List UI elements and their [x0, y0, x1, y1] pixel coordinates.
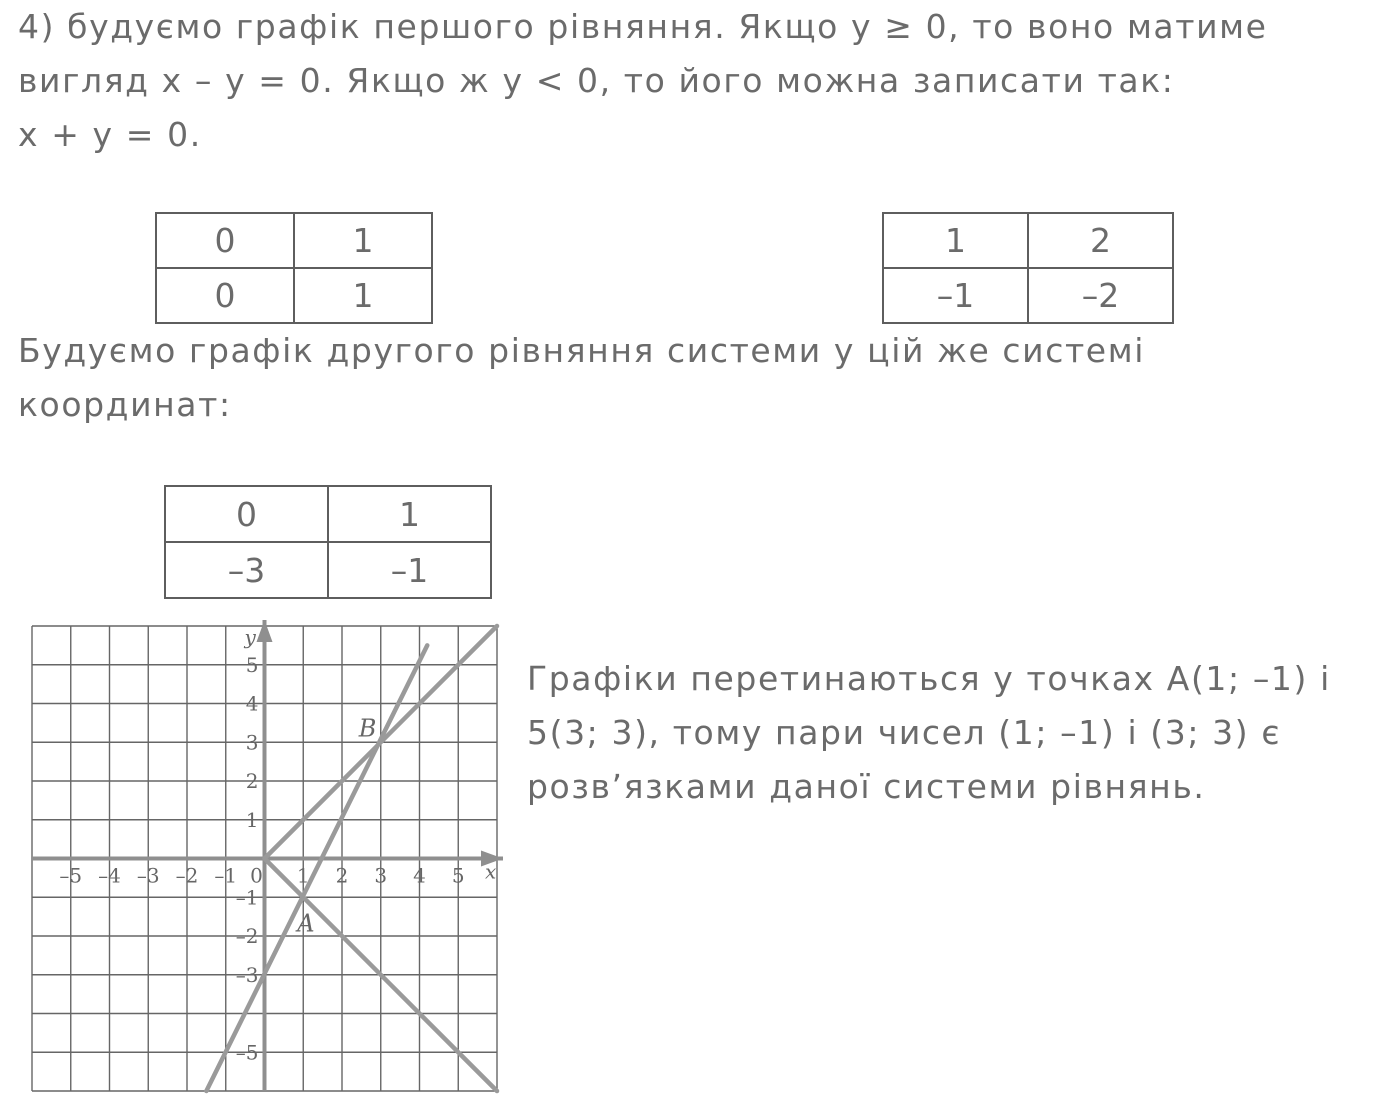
x-tick-label: 3	[374, 863, 388, 888]
table-row	[156, 213, 432, 268]
point-label-b: B	[358, 714, 377, 743]
x-tick-label: –4	[98, 863, 121, 888]
paragraph-2-line-2: координат:	[18, 385, 232, 424]
table-row	[883, 268, 1173, 323]
table-cell: 0	[156, 268, 294, 323]
table-row	[883, 213, 1173, 268]
graph-line-3	[206, 645, 427, 1091]
x-tick-label: 0	[250, 863, 263, 888]
y-tick-label: –1	[235, 885, 259, 910]
y-tick-label: –3	[235, 962, 259, 987]
table-cell: 0	[165, 486, 328, 542]
table-cell: –1	[883, 268, 1028, 323]
x-tick-label: 5	[451, 863, 465, 888]
table-cell: 0	[156, 213, 294, 268]
table-cell: 1	[883, 213, 1028, 268]
value-table-2	[882, 212, 1174, 324]
paragraph-2-line-1: Будуємо графік другого рівняння системи у цій же системі	[18, 331, 1145, 370]
x-axis-label: x	[485, 859, 497, 884]
value-table-3	[164, 485, 492, 599]
y-tick-label: 2	[245, 769, 259, 793]
x-tick-label: –5	[59, 863, 83, 888]
coordinate-graph	[0, 600, 520, 1100]
paragraph-2	[18, 324, 1145, 432]
x-tick-label: 1	[296, 863, 310, 888]
x-tick-label: 2	[335, 863, 349, 888]
point-label-a: A	[297, 909, 315, 938]
table-cell: –2	[1028, 268, 1173, 323]
table-row	[165, 486, 491, 542]
table-cell: 1	[294, 268, 432, 323]
table-cell: 1	[328, 486, 491, 542]
y-axis-arrow	[257, 620, 273, 642]
table-cell: 2	[1028, 213, 1173, 268]
conclusion-text	[527, 652, 1331, 814]
table-row	[165, 542, 491, 598]
conclusion-line-3: розв’язками даної системи рівнянь.	[527, 767, 1206, 806]
x-tick-label: –1	[214, 863, 238, 888]
y-tick-label: 3	[245, 730, 259, 755]
y-tick-label: –5	[235, 1040, 259, 1065]
table-cell: –3	[165, 542, 328, 598]
paragraph-1-line-2: вигляд х – у = 0. Якщо ж у < 0, то його можна записати так:	[18, 61, 1175, 100]
x-tick-label: –2	[175, 863, 199, 888]
table-row	[156, 268, 432, 323]
paragraph-1	[18, 0, 1268, 162]
table-cell: 1	[294, 213, 432, 268]
table-cell: –1	[328, 542, 491, 598]
x-tick-label: 4	[413, 863, 426, 888]
y-tick-label: 5	[245, 652, 259, 677]
y-axis-label: y	[244, 625, 256, 649]
paragraph-1-line-1: 4) будуємо графік першого рівняння. Якщо у ≥ 0, то воно матиме	[18, 7, 1268, 46]
value-table-1	[155, 212, 433, 324]
x-tick-label: –3	[136, 863, 160, 888]
conclusion-line-1: Графіки перетинаються у точках А(1; –1) і	[527, 659, 1331, 698]
y-tick-label: –2	[235, 924, 259, 948]
conclusion-line-2: 5(3; 3), тому пари чисел (1; –1) і (3; 3) є	[527, 713, 1282, 752]
paragraph-1-line-3: х + у = 0.	[18, 115, 202, 154]
y-tick-label: 4	[245, 691, 259, 716]
y-tick-label: 1	[245, 807, 259, 832]
